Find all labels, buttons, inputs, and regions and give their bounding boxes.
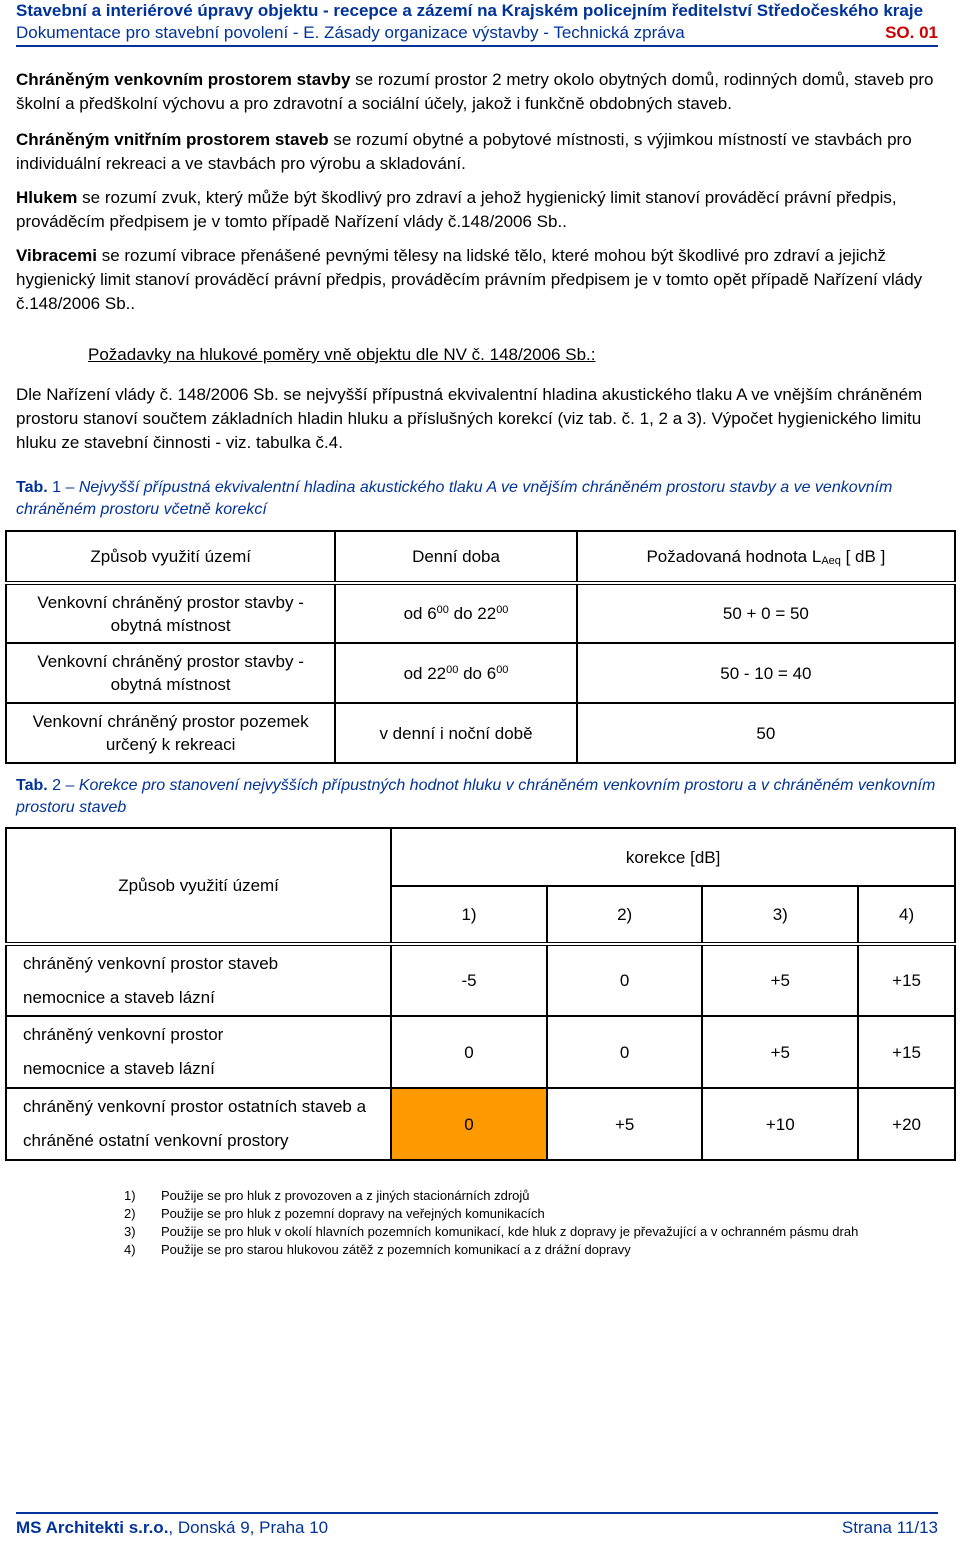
cell-value: +15 bbox=[858, 1016, 955, 1088]
footnote: 4) Použije se pro starou hlukovou zátěž z pozemních komunikací a z drážní dopravy bbox=[124, 1242, 631, 1257]
cell-value: +15 bbox=[858, 944, 955, 1016]
footnote: 1) Použije se pro hluk z provozoven a z jiných stacionárních zdrojů bbox=[124, 1188, 530, 1203]
cell-value: 50 + 0 = 50 bbox=[577, 583, 955, 643]
table-header-row bbox=[6, 531, 955, 583]
term: Hlukem bbox=[16, 188, 78, 207]
cell-value: +5 bbox=[702, 1016, 858, 1088]
header-cell: 1) bbox=[391, 886, 547, 944]
definition: se rozumí prostor 2 metry okolo obytných domů, rodinných domů, staveb pro školní a předškolní výchovu a pro zdravotní a sociální účely, jakož i funkčně obdobných staveb. bbox=[16, 70, 934, 113]
cell-value: +20 bbox=[858, 1088, 955, 1160]
header-cell: 2) bbox=[547, 886, 703, 944]
paragraph-narizeni: Dle Nařízení vlády č. 148/2006 Sb. se nejvyšší přípustná ekvivalentní hladina akustického tlaku A ve vnějším chráněném prostoru stanoví součtem základních hladin hluku a příslušných korekcí (viz tab. č. 1, 2 a 3). Výpočet hygienického limitu hluku ze stavební činnosti - viz. tabulka č.4. bbox=[16, 385, 923, 452]
cell-value: -5 bbox=[391, 944, 547, 1016]
cell-use: Venkovní chráněný prostor stavby - obytná místnost bbox=[6, 583, 335, 643]
document-code: SO. 01 bbox=[885, 23, 938, 42]
paragraph-vibrace bbox=[16, 244, 941, 316]
cell-use: Venkovní chráněný prostor pozemek určený k rekreaci bbox=[6, 703, 335, 763]
term: Chráněným venkovním prostorem stavby bbox=[16, 70, 351, 89]
cell-value: 50 - 10 = 40 bbox=[577, 643, 955, 703]
definition: se rozumí vibrace přenášené pevnými tělesy na lidské tělo, které mohou být škodlivé pro zdraví a jejichž hygienický limit stanoví prováděcí právní předpis, prováděcím právním předpisem je v tomto opět případě Nařízení vlády č.148/2006 Sb.. bbox=[16, 246, 923, 313]
cell-value: 0 bbox=[547, 944, 703, 1016]
paragraph-chraneny-venkovni bbox=[16, 68, 941, 116]
table-row bbox=[6, 703, 955, 763]
header-cell: Požadovaná hodnota $L_{Aeq}$ [ dB ] bbox=[577, 531, 955, 583]
header-cell: 4) bbox=[858, 886, 955, 944]
header-cell: Denní doba bbox=[335, 531, 576, 583]
cell-value: 0 bbox=[547, 1016, 703, 1088]
cell-value: +5 bbox=[547, 1088, 703, 1160]
table-row bbox=[6, 1088, 955, 1160]
term: Vibracemi bbox=[16, 246, 97, 265]
cell-value: 0 bbox=[391, 1016, 547, 1088]
table-row bbox=[6, 583, 955, 643]
cell-value-highlighted: 0 bbox=[391, 1088, 547, 1160]
definition: se rozumí obytné a pobytové místnosti, s výjimkou místností ve stavbách pro individuální rekreaci a ve stavbách pro výrobu a skladování. bbox=[16, 130, 912, 173]
caption-number: 2 bbox=[47, 777, 66, 794]
document-subtitle-row bbox=[16, 22, 938, 44]
caption-text: – Korekce pro stanovení nejvyšších přípustných hodnot hluku v chráněném venkovním prostoru a v chráněném venkovním prostoru staveb bbox=[16, 777, 936, 816]
caption-text: – Nejvyšší přípustná ekvivalentní hladina akustického tlaku A ve vnějším chráněném prostoru stavby a ve venkovním chráněném prostoru včetně korekcí bbox=[16, 479, 893, 518]
footnotes bbox=[124, 1187, 858, 1259]
cell-use: chráněný venkovní prostor ostatních staveb a chráněné ostatní venkovní prostory bbox=[6, 1088, 391, 1160]
table-row bbox=[6, 643, 955, 703]
footer-company: MS Architekti s.r.o., Donská 9, Praha 10 bbox=[16, 1518, 329, 1537]
definition: se rozumí zvuk, který může být škodlivý pro zdraví a jehož hygienický limit stanoví prováděcí právní předpis, prováděcím předpisem je v tomto případě Nařízení vlády č.148/2006 Sb.. bbox=[16, 188, 897, 231]
paragraph-chraneny-vnitrni bbox=[16, 128, 941, 176]
caption-label: Tab. bbox=[16, 479, 48, 496]
header-group-cell: korekce [dB] bbox=[391, 828, 955, 886]
caption-label: Tab. bbox=[16, 777, 48, 794]
document-subtitle: Dokumentace pro stavební povolení - E. Zásady organizace výstavby - Technická zpráva bbox=[16, 23, 685, 42]
table-header-row bbox=[6, 828, 955, 886]
term: Chráněným vnitřním prostorem staveb bbox=[16, 130, 329, 149]
table-row bbox=[6, 1016, 955, 1088]
header-cell: Způsob využití území bbox=[6, 828, 391, 944]
page-number: Strana 11/13 bbox=[841, 1518, 938, 1537]
cell-time: od $22^{00}$ do $6^{00}$ bbox=[335, 643, 576, 703]
header-cell: Způsob využití území bbox=[6, 531, 335, 583]
cell-value: 50 bbox=[577, 703, 955, 763]
table-row bbox=[6, 944, 955, 1016]
page-header bbox=[16, 0, 938, 47]
cell-use: chráněný venkovní prostor nemocnice a staveb lázní bbox=[6, 1016, 391, 1088]
caption-number: 1 bbox=[47, 479, 66, 496]
table1 bbox=[5, 530, 956, 764]
footnote: 3) Použije se pro hluk v okolí hlavních pozemních komunikací, kde hluk z dopravy je převažující a v ochranném pásmu drah bbox=[124, 1224, 859, 1239]
paragraph-hluk bbox=[16, 186, 941, 234]
cell-time: v denní i noční době bbox=[335, 703, 576, 763]
page-footer bbox=[16, 1512, 938, 1539]
cell-use: chráněný venkovní prostor staveb nemocnice a staveb lázní bbox=[6, 944, 391, 1016]
table2-caption bbox=[16, 775, 941, 819]
table1-caption bbox=[16, 477, 941, 521]
cell-time: od $6^{00}$ do $22^{00}$ bbox=[335, 583, 576, 643]
footnote: 2) Použije se pro hluk z pozemní dopravy na veřejných komunikacích bbox=[124, 1206, 545, 1221]
document-title: Stavební a interiérové úpravy objektu - recepce a zázemí na Krajském policejním ředitelství Středočeského kraje bbox=[16, 1, 924, 20]
header-divider bbox=[16, 45, 938, 47]
cell-value: +5 bbox=[702, 944, 858, 1016]
cell-value: +10 bbox=[702, 1088, 858, 1160]
cell-use: Venkovní chráněný prostor stavby - obytná místnost bbox=[6, 643, 335, 703]
table2 bbox=[5, 827, 956, 1161]
header-cell: 3) bbox=[702, 886, 858, 944]
subheading: Požadavky na hlukové poměry vně objektu dle NV č. 148/2006 Sb.: bbox=[88, 345, 596, 364]
